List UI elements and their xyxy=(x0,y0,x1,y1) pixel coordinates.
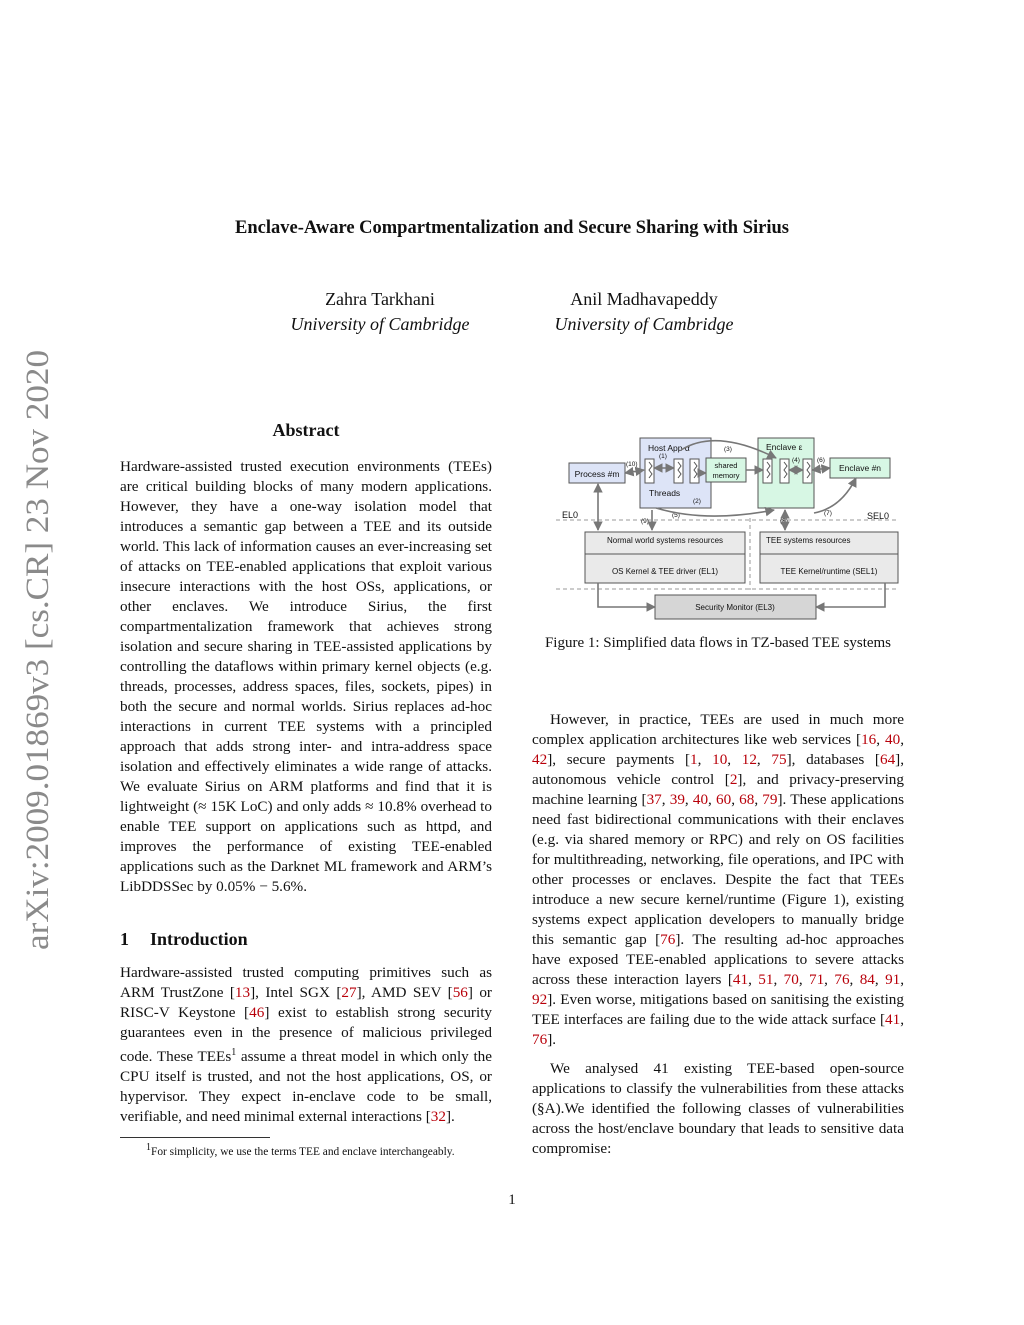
host-app-label: Host App α xyxy=(648,443,690,453)
arxiv-id: arXiv:2009.01869v3 [cs.CR] 23 Nov 2020 xyxy=(20,385,56,950)
citation-link[interactable]: 79 xyxy=(762,791,778,808)
citation-link[interactable]: 37 xyxy=(646,791,662,808)
citation-link[interactable]: 13 xyxy=(234,984,251,1001)
citation-link[interactable]: 16 xyxy=(861,731,877,748)
flow-4: (4) xyxy=(792,457,800,464)
citation-link[interactable]: 42 xyxy=(532,751,548,768)
section-number: 1 xyxy=(120,929,129,949)
shared-label-1: shared xyxy=(714,461,738,470)
citation-link[interactable]: 1 xyxy=(690,751,698,768)
footnote-ref[interactable]: 1 xyxy=(231,1047,237,1058)
sel0-label: SEL0 xyxy=(867,511,890,521)
abstract-heading: Abstract xyxy=(272,420,340,440)
citation-link[interactable]: 41 xyxy=(732,971,749,988)
author-name: Zahra Tarkhani xyxy=(325,289,435,309)
citation-link[interactable]: 84 xyxy=(859,971,875,988)
page-number: 1 xyxy=(508,1192,516,1208)
citation-link[interactable]: 12 xyxy=(741,751,757,768)
process-m-label: Process #m xyxy=(574,469,620,479)
right-paragraph-1: However, in practice, TEEs are used in much more complex application architectures like web services [16, 40, 42], secure payments [1, 10, 12, 75], databases [64], autonomous vehicle control [2], and privacy-preserving machine learning [37, 39, 40, 60, 68, 79]. These applications need fast bidirectional communications with their enclaves (e.g. via shared memory or RPC) and rely on OS facilities for multithreading, networking, file operations, and IPC with other processes or enclaves. Despite the fact that TEEs introduce a new secure kernel/runtime (Figure 1), existing systems expect application developers to manually bridge this semantic gap [76]. The resulting ad-hoc approaches have exposed TEE-enabled applications to severe attacks across these interaction layers [41, 51, 70, 71, 76, 84, 91, 92]. Even worse, mitigations based on sanitising the existing TEE interfaces are failing due to the wide attack surface [41, 76]. xyxy=(532,711,905,1048)
flow-8: (8) xyxy=(780,518,788,525)
footnote-mark: 1 xyxy=(146,1142,151,1153)
citation-link[interactable]: 75 xyxy=(771,751,787,768)
tee-kernel-label: TEE Kernel/runtime (SEL1) xyxy=(780,567,878,576)
citation-link[interactable]: 51 xyxy=(758,971,774,988)
citation-link[interactable]: 76 xyxy=(532,1031,548,1048)
shared-label-2: memory xyxy=(712,471,740,480)
footnote-text: For simplicity, we use the terms TEE and enclave interchangeably. xyxy=(151,1145,455,1158)
citation-link[interactable]: 92 xyxy=(532,991,548,1008)
right-paragraph-2: We analysed 41 existing TEE-based open-source applications to classify the vulnerabilities from these attacks (§A).We identified the following classes of vulnerabilities across the host/enclave boundary that leads to sensitive data compromise: xyxy=(532,1060,904,1157)
citation-link[interactable]: 56 xyxy=(452,984,468,1001)
citation-link[interactable]: 91 xyxy=(885,971,901,988)
citation-link[interactable]: 68 xyxy=(739,791,755,808)
citation-link[interactable]: 76 xyxy=(660,931,676,948)
tee-resources-label: TEE systems resources xyxy=(766,536,851,545)
citation-link[interactable]: 76 xyxy=(834,971,850,988)
arxiv-stamp xyxy=(8,340,60,960)
flow-3: (3) xyxy=(724,446,732,453)
flow-1: (1) xyxy=(659,453,667,460)
flow-9: (9) xyxy=(641,518,649,525)
section-title: Introduction xyxy=(150,929,248,949)
citation-link[interactable]: 40 xyxy=(692,791,709,808)
threads-label: Threads xyxy=(649,488,681,498)
citation-link[interactable]: 71 xyxy=(808,971,825,988)
citation-link[interactable]: 27 xyxy=(341,984,357,1001)
author-affiliation: University of Cambridge xyxy=(554,314,734,334)
citation-link[interactable]: 2 xyxy=(729,771,738,788)
footnote xyxy=(146,1142,506,1158)
citation-link[interactable]: 32 xyxy=(430,1108,446,1126)
flow-7: (7) xyxy=(824,510,832,517)
citation-link[interactable]: 10 xyxy=(712,751,728,768)
figure-caption: Figure 1: Simplified data flows in TZ-based TEE systems xyxy=(544,635,892,651)
os-kernel-label: OS Kernel & TEE driver (EL1) xyxy=(611,567,719,576)
footnote-rule xyxy=(120,1137,270,1138)
flow-arrows xyxy=(598,441,856,530)
enclave-n-label: Enclave #n xyxy=(838,463,882,473)
enclave-thread-icons xyxy=(763,459,812,483)
intro-paragraph: Hardware-assisted trusted computing primitives such as ARM TrustZone [13], Intel SGX [27], AMD SEV [56] or RISC-V Keystone [46] exist to establish strong security guarantees even in the presence of malicious privileged code. These TEEs$^1$ assume a threat model in which only the CPU itself is trusted, and not the host applications, OS, or hypervisor. They expect in-enclave code to be small, verifiable, and need minimal external interactions [32]. xyxy=(120,964,493,1126)
intro-heading xyxy=(120,929,248,950)
flow-10: (10) xyxy=(626,461,638,468)
abstract-body: Hardware-assisted trusted execution environments (TEEs) are critical building blocks of many modern applications. However, they have a one-way isolation model that introduces a semantic gap between a TEE and its outside world. This lack of information causes an ever-increasing set of attacks on TEE-enabled applications that exploit various insecure interactions with the host OSs, applications, or other enclaves. We introduce Sirius, the first compartmentalization framework that achieves strong isolation and secure sharing in TEE-assisted applications by controlling the dataflows within primary kernel objects (e.g. threads, processes, address spaces, files, sockets, pipes) in both the secure and normal worlds. Sirius replaces ad-hoc interactions in current TEE systems with a principled approach that adds strong inter- and intra-address space isolation and effectively eliminates a wide range of attacks. We evaluate Sirius on ARM platforms and find that it is lightweight (≈ 15K LoC) and only adds ≈ 10.8% overhead to enable TEE support on applications such as httpd, and improves the performance of existing TEE-enabled applications such as the Darknet ML framework and ARM’s LibDDSSec by 0.05% − 5.6%. xyxy=(120,458,492,895)
el0-label: EL0 xyxy=(562,510,579,520)
citation-link[interactable]: 39 xyxy=(669,791,685,808)
citation-link[interactable]: 41 xyxy=(885,1011,901,1028)
author-name: Anil Madhavapeddy xyxy=(570,289,718,309)
citation-link[interactable]: 46 xyxy=(249,1004,265,1021)
flow-5: (5) xyxy=(672,512,680,519)
security-monitor-label: Security Monitor (EL3) xyxy=(695,603,775,612)
flow-2: (2) xyxy=(693,498,701,505)
figure-1-diagram xyxy=(556,418,912,624)
citation-link[interactable]: 70 xyxy=(783,971,799,988)
citation-link[interactable]: 40 xyxy=(885,731,901,748)
author-2 xyxy=(524,287,764,337)
enclave-e-label: Enclave ε xyxy=(766,442,803,452)
author-affiliation: University of Cambridge xyxy=(290,314,470,334)
author-1 xyxy=(260,287,500,337)
citation-link[interactable]: 60 xyxy=(716,791,732,808)
flow-6: (6) xyxy=(817,457,825,464)
citation-link[interactable]: 64 xyxy=(879,751,896,768)
paper-title: Enclave-Aware Compartmentalization and Secure Sharing with Sirius xyxy=(235,218,789,238)
normal-resources-label: Normal world systems resources xyxy=(606,536,724,545)
